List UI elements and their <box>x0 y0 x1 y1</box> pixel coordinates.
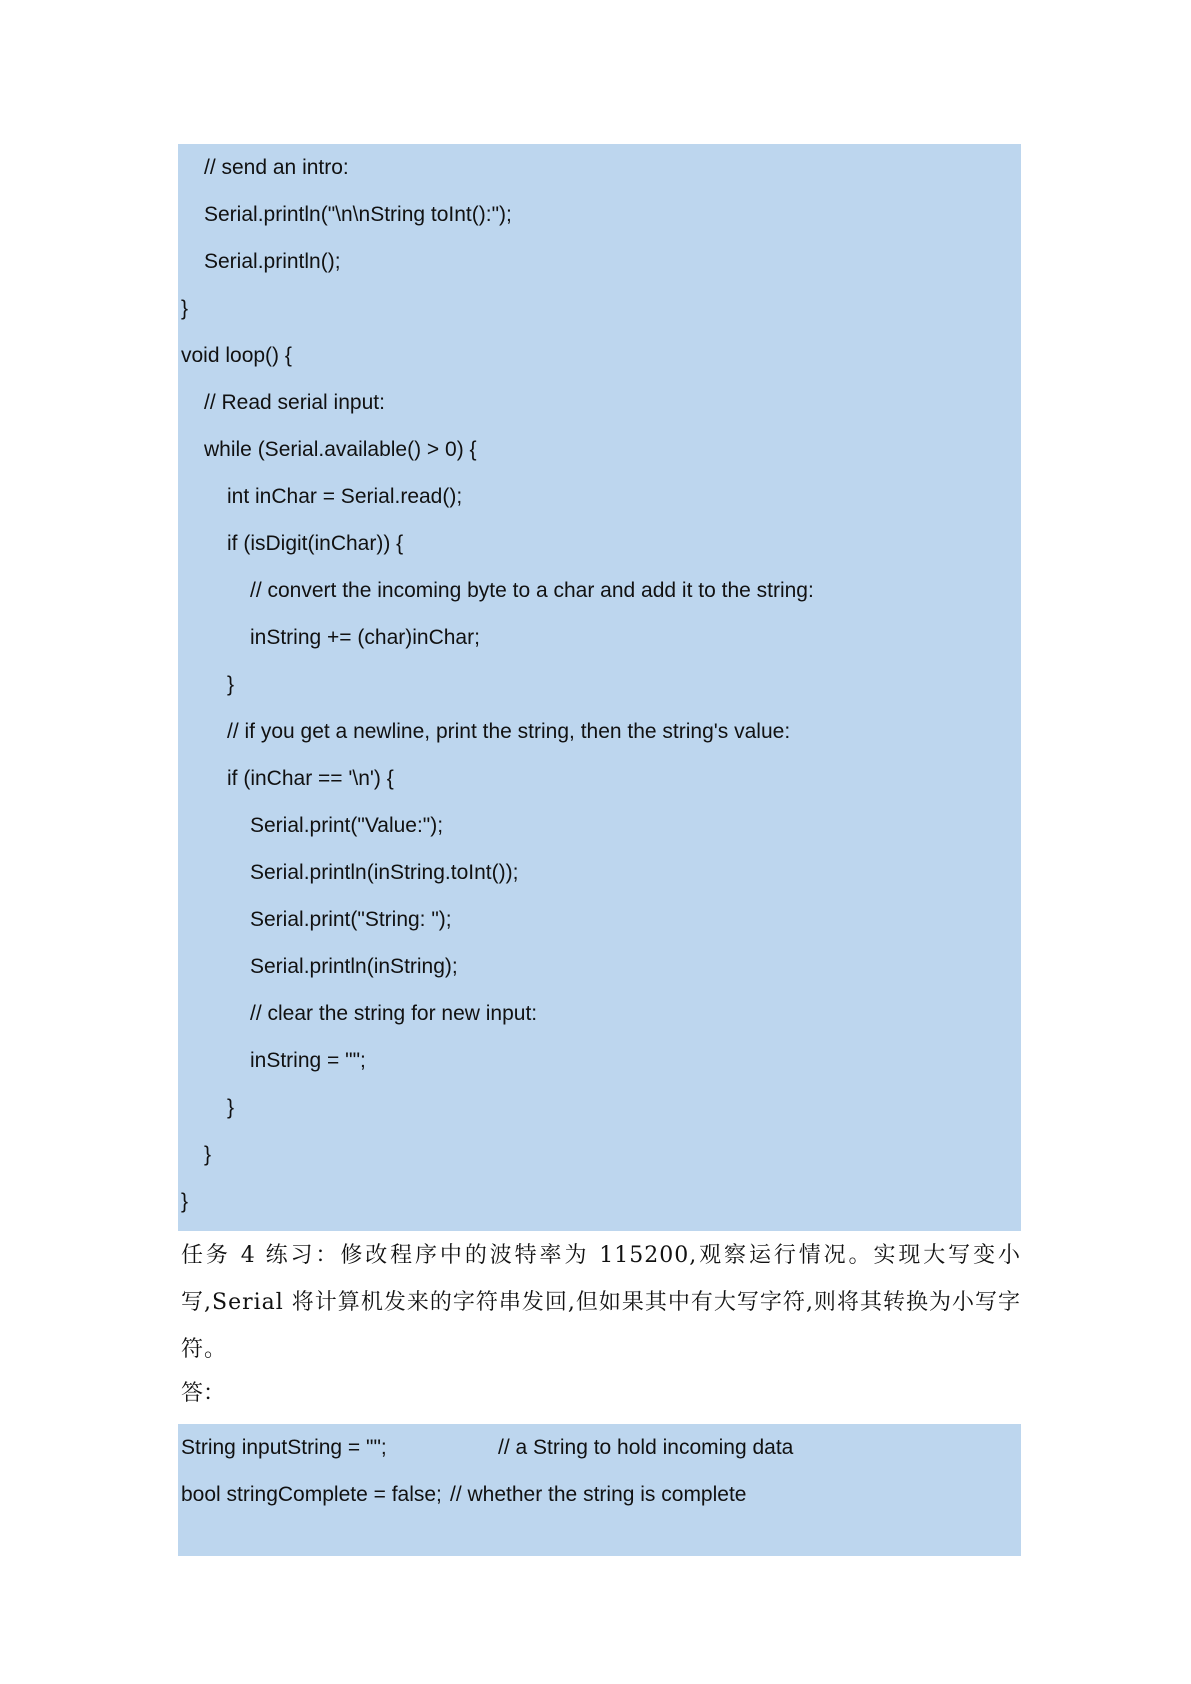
code-line: if (inChar == '\n') { <box>227 767 394 790</box>
code-line: // convert the incoming byte to a char and add it to the string: <box>250 579 814 602</box>
code-line <box>178 1482 1021 1529</box>
code-line: inString += (char)inChar; <box>250 626 480 649</box>
code-line <box>178 1435 1021 1482</box>
code-line: while (Serial.available() > 0) { <box>204 438 477 461</box>
code-line: Serial.print("String: "); <box>250 908 452 931</box>
code-line: // send an intro: <box>204 156 349 179</box>
answer-label: 答： <box>181 1381 226 1406</box>
code-line: if (isDigit(inChar)) { <box>227 532 404 555</box>
code-line: } <box>227 673 235 696</box>
code-line: inString = ""; <box>250 1049 366 1072</box>
code-block <box>178 144 1021 1231</box>
code-statement: String inputString = ""; <box>181 1436 387 1459</box>
answer-code-block <box>178 1424 1021 1556</box>
code-line: Serial.println(inString.toInt()); <box>250 861 519 884</box>
code-line: } <box>204 1143 212 1166</box>
code-statement: bool stringComplete = false; <box>181 1483 442 1506</box>
code-line: Serial.println("\n\nString toInt():"); <box>204 203 512 226</box>
code-line: // if you get a newline, print the string, then the string's value: <box>227 720 791 743</box>
code-line: } <box>181 297 189 320</box>
code-line: } <box>181 1190 189 1213</box>
code-line: int inChar = Serial.read(); <box>227 485 463 508</box>
code-line: // Read serial input: <box>204 391 385 414</box>
code-line: } <box>227 1096 235 1119</box>
code-line: Serial.println(inString); <box>250 955 458 978</box>
code-comment: // a String to hold incoming data <box>498 1436 794 1459</box>
code-line: Serial.println(); <box>204 250 341 273</box>
code-line: // clear the string for new input: <box>250 1002 538 1025</box>
code-line: void loop() { <box>181 344 292 367</box>
code-comment: // whether the string is complete <box>450 1483 747 1506</box>
task-description: 任务 4 练习：修改程序中的波特率为 115200,观察运行情况。实现大写变小写,Serial 将计算机发来的字符串发回,但如果其中有大写字符,则将其转换为小写字符。 <box>181 1243 1021 1362</box>
code-line: Serial.print("Value:"); <box>250 814 444 837</box>
